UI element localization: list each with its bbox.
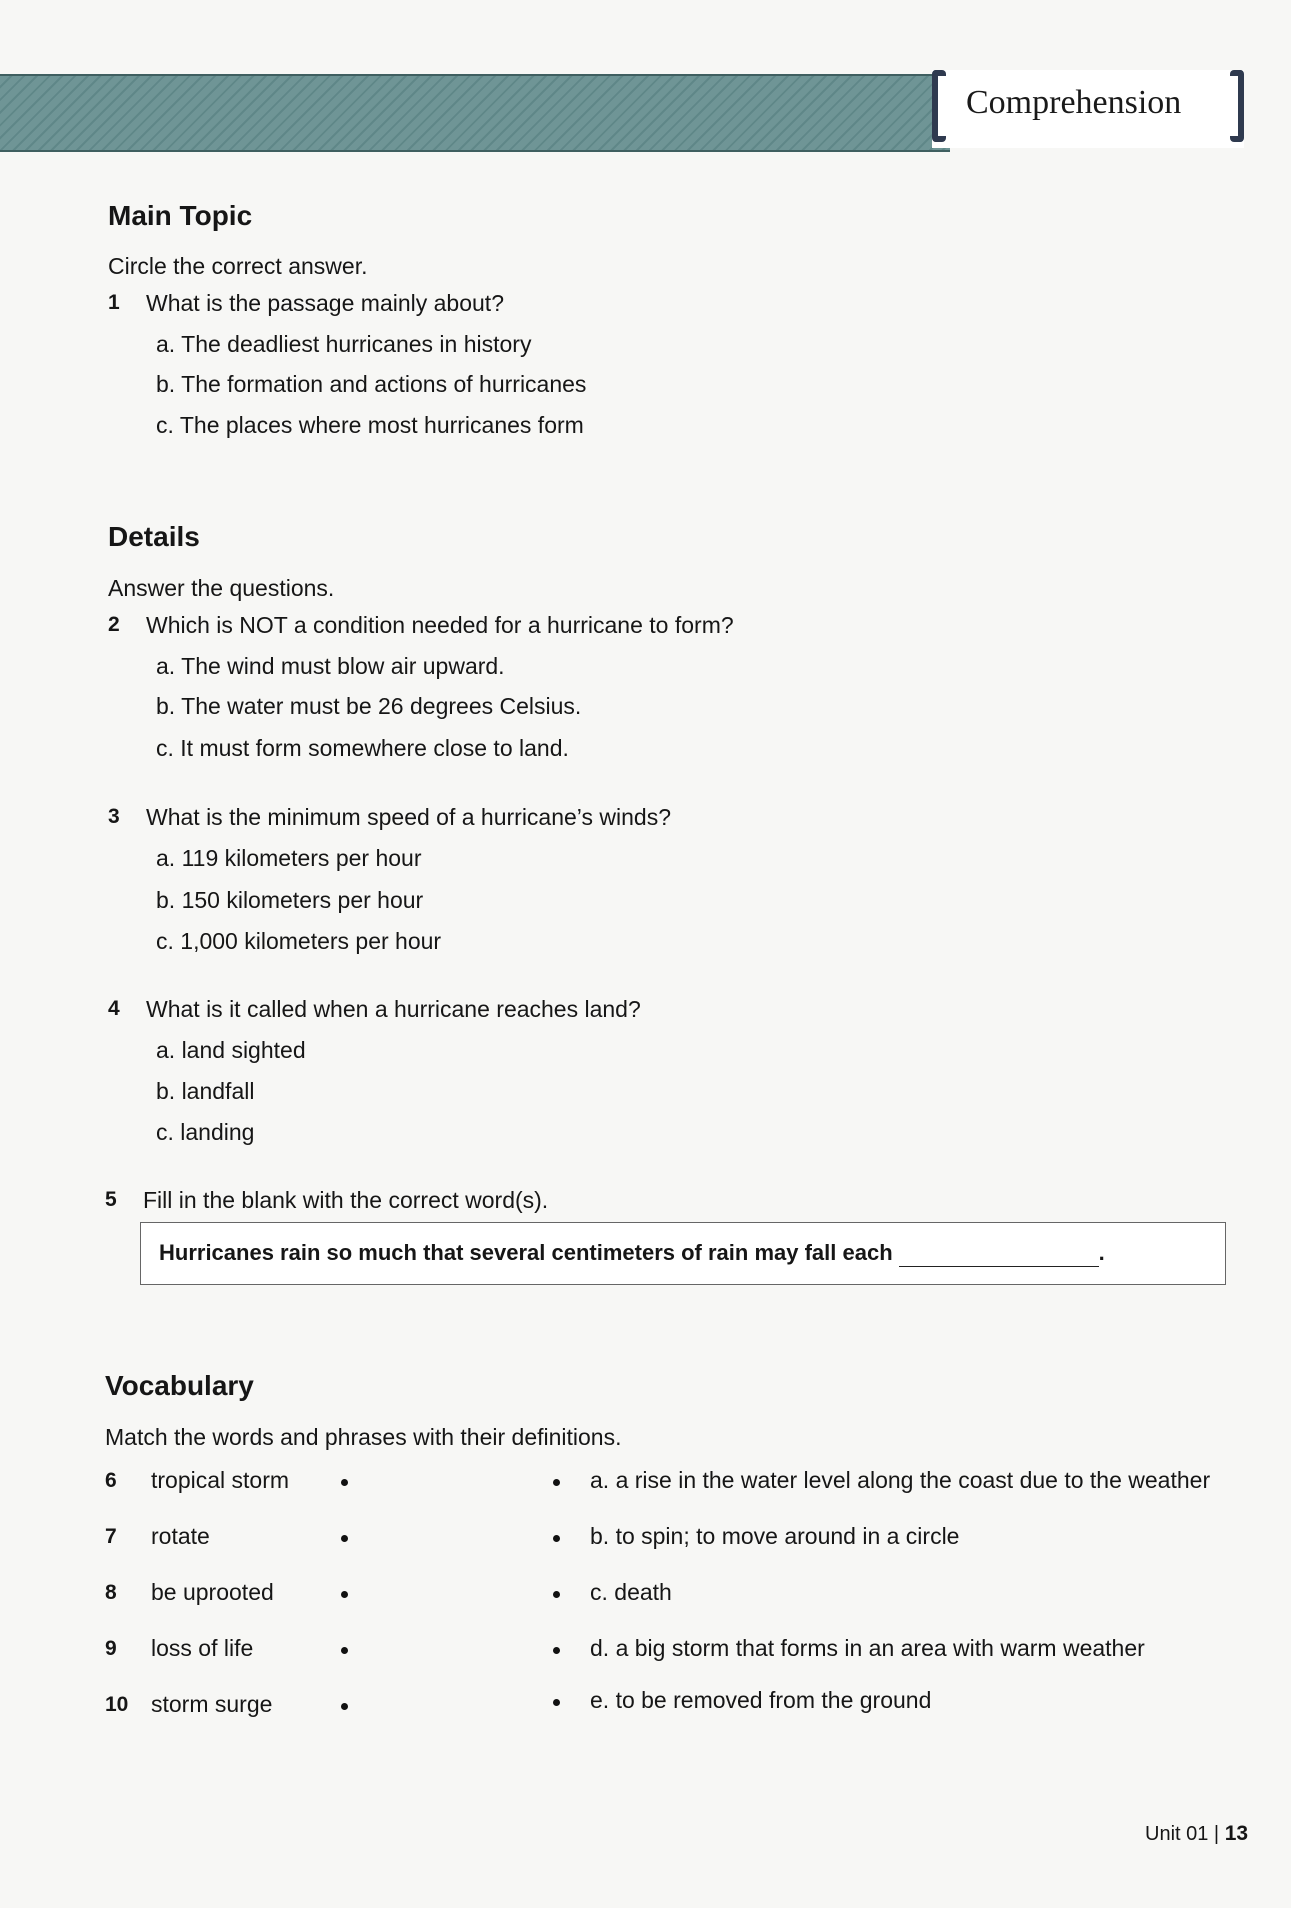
- definition-dot[interactable]: [553, 1591, 560, 1598]
- option[interactable]: c. 1,000 kilometers per hour: [156, 928, 442, 954]
- question-number: 3: [108, 805, 120, 828]
- definition: e. to be removed from the ground: [590, 1687, 932, 1713]
- word-dot[interactable]: [341, 1703, 348, 1710]
- word-dot[interactable]: [341, 1535, 348, 1542]
- definition: c. death: [590, 1579, 672, 1605]
- question-number: 4: [108, 997, 120, 1020]
- definition-dot[interactable]: [553, 1535, 560, 1542]
- word-number: 9: [105, 1637, 117, 1660]
- page-number: 13: [1224, 1822, 1249, 1845]
- word-dot[interactable]: [341, 1647, 348, 1654]
- word-number: 6: [105, 1469, 117, 1492]
- definition-dot[interactable]: [553, 1699, 560, 1706]
- word: rotate: [151, 1523, 210, 1549]
- question-text: What is the passage mainly about?: [146, 290, 504, 316]
- word: be uprooted: [151, 1579, 274, 1605]
- question-text: Which is NOT a condition needed for a hurricane to form?: [146, 612, 734, 638]
- vocabulary-instruction: Match the words and phrases with their definitions.: [105, 1424, 622, 1450]
- word-number: 7: [105, 1525, 117, 1548]
- option[interactable]: a. The wind must blow air upward.: [156, 653, 505, 679]
- question-number: 2: [108, 613, 120, 636]
- main-topic-heading: Main Topic: [108, 200, 253, 231]
- word: tropical storm: [151, 1467, 290, 1493]
- word-dot[interactable]: [341, 1591, 348, 1598]
- option[interactable]: b. landfall: [156, 1078, 255, 1104]
- option[interactable]: c. It must form somewhere close to land.: [156, 735, 569, 761]
- word: loss of life: [151, 1635, 254, 1661]
- section-title: Comprehension: [966, 84, 1182, 121]
- header-band: [0, 74, 950, 152]
- option[interactable]: a. The deadliest hurricanes in history: [156, 331, 532, 357]
- left-bracket-icon: [932, 70, 946, 142]
- page-footer: Unit 01 | 13: [1145, 1822, 1249, 1845]
- details-heading: Details: [108, 521, 200, 552]
- definition: a. a rise in the water level along the coast due to the weather: [590, 1467, 1211, 1493]
- fill-blank-box: [140, 1222, 1226, 1285]
- definition: d. a big storm that forms in an area with warm weather: [590, 1635, 1145, 1661]
- definition-dot[interactable]: [553, 1647, 560, 1654]
- option[interactable]: a. 119 kilometers per hour: [156, 845, 422, 871]
- definition: b. to spin; to move around in a circle: [590, 1523, 960, 1549]
- vocabulary-heading: Vocabulary: [105, 1370, 254, 1401]
- question-text: Fill in the blank with the correct word(s).: [143, 1187, 549, 1213]
- word-dot[interactable]: [341, 1479, 348, 1486]
- question-number: 5: [105, 1188, 117, 1211]
- question-text: What is the minimum speed of a hurricane’s winds?: [146, 804, 671, 830]
- answer-blank[interactable]: [899, 1240, 1099, 1267]
- word-number: 10: [105, 1693, 129, 1716]
- unit-label: Unit 01: [1145, 1823, 1209, 1845]
- definition-dot[interactable]: [553, 1479, 560, 1486]
- option[interactable]: b. 150 kilometers per hour: [156, 887, 424, 913]
- right-bracket-icon: [1230, 70, 1244, 142]
- sentence-end: .: [1098, 1240, 1105, 1265]
- word: storm surge: [151, 1691, 273, 1717]
- question-text: What is it called when a hurricane reaches land?: [146, 996, 641, 1022]
- option[interactable]: c. landing: [156, 1119, 255, 1145]
- option[interactable]: b. The formation and actions of hurricanes: [156, 371, 587, 397]
- option[interactable]: c. The places where most hurricanes form: [156, 412, 584, 438]
- question-number: 1: [108, 291, 120, 314]
- main-topic-instruction: Circle the correct answer.: [108, 253, 368, 279]
- word-number: 8: [105, 1581, 117, 1604]
- details-instruction: Answer the questions.: [108, 575, 335, 601]
- fill-sentence: Hurricanes rain so much that several centimeters of rain may fall each: [159, 1240, 893, 1265]
- option[interactable]: b. The water must be 26 degrees Celsius.: [156, 693, 582, 719]
- option[interactable]: a. land sighted: [156, 1037, 306, 1063]
